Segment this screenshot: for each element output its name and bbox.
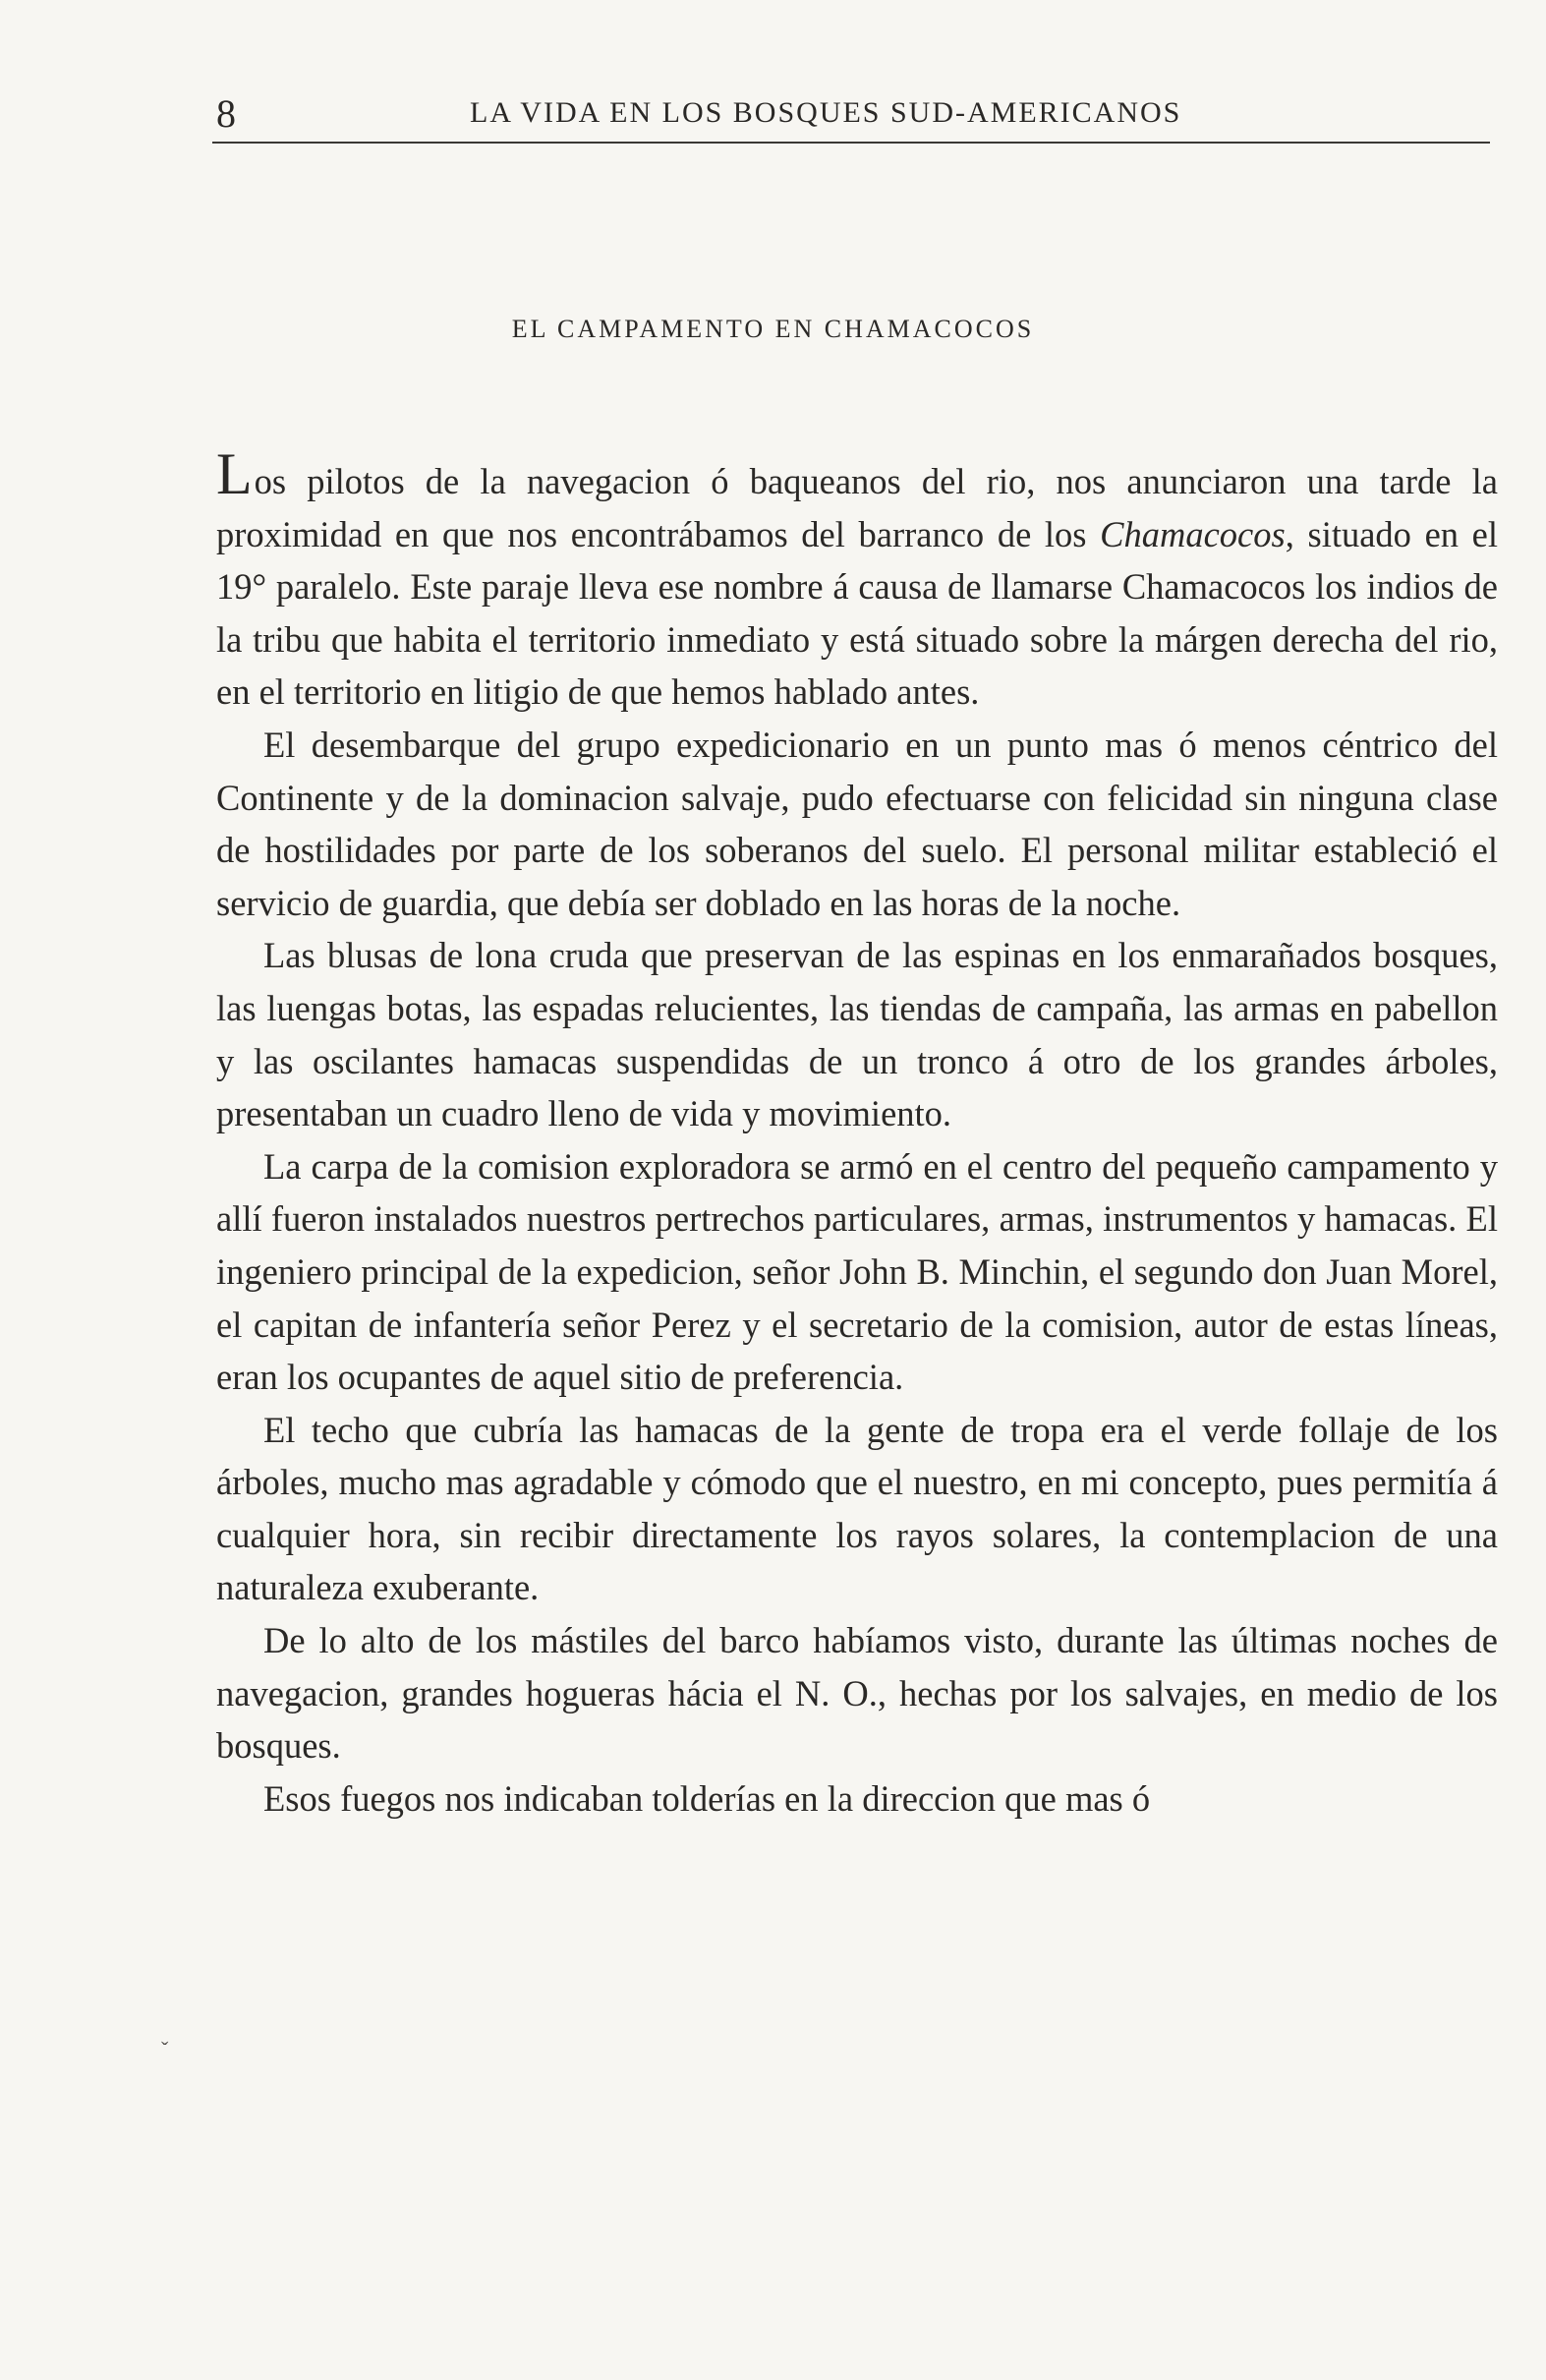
paragraph-1-text-b: , situado en el 19° paralelo. Este paraje lleva ese nombre á causa de llamarse Chamacocos los indios de la tribu que habita el territorio inmediato y está situado sobre la márgen derecha del rio, en el territorio en litigio de que hemos hablado antes. — [216, 513, 1498, 713]
running-title: LA VIDA EN LOS BOSQUES SUD-AMERICANOS — [470, 96, 1182, 129]
paragraph-1-italic: Chamacocos — [1100, 513, 1286, 554]
margin-mark: ˇ — [161, 2037, 169, 2061]
running-head — [212, 90, 1490, 149]
section-title: EL CAMPAMENTO EN CHAMACOCOS — [511, 315, 1035, 343]
page-number: 8 — [216, 91, 237, 136]
paragraph-2: El desembarque del grupo expedicionario en un punto mas ó menos céntrico del Continente y de la dominacion salvaje, pudo efectuarse con felicidad sin ninguna clase de hostilidades por parte de los soberanos del suelo. El personal militar estableció el servicio de guardia, que debía ser doblado en las horas de la noche. — [216, 724, 1498, 923]
paragraph-7: Esos fuegos nos indicaban tolderías en la direccion que mas ó — [263, 1777, 1151, 1819]
paragraph-6: De lo alto de los mástiles del barco habíamos visto, durante las últimas noches de navegacion, grandes hogueras hácia el N. O., hechas por los salvajes, en medio de los bosques. — [216, 1620, 1498, 1767]
header-rule — [212, 142, 1490, 144]
paragraph-1 — [216, 441, 1498, 719]
drop-initial: L — [216, 441, 253, 506]
paragraph-3: Las blusas de lona cruda que preservan de las espinas en los enmarañados bosques, las luengas botas, las espadas relucientes, las tiendas de campaña, las armas en pabellon y las oscilantes hamacas suspendidas de un tronco á otro de los grandes árboles, presentaban un cuadro lleno de vida y movimiento. — [216, 935, 1498, 1134]
paragraph-4: La carpa de la comision exploradora se armó en el centro del pequeño campamento y allí fueron instalados nuestros pertrechos particulares, armas, instrumentos y hamacas. El ingeniero principal de la expedicion, señor John B. Minchin, el segundo don Juan Morel, el capitan de infantería señor Perez y el secretario de la comision, autor de estas líneas, eran los ocupantes de aquel sitio de preferencia. — [216, 1145, 1498, 1398]
paragraph-5: El techo que cubría las hamacas de la gente de tropa era el verde follaje de los árboles, mucho mas agradable y cómodo que el nuestro, en mi concepto, pues permitía á cualquier hora, sin recibir directamente los rayos solares, la contemplacion de una naturaleza exuberante. — [216, 1409, 1498, 1608]
paragraph-1-text-a: os pilotos de la navegacion ó baqueanos del rio, nos anunciaron una tarde la proximidad en que nos encontrábamos del barranco de los — [216, 461, 1498, 554]
body-text — [216, 441, 1498, 1825]
